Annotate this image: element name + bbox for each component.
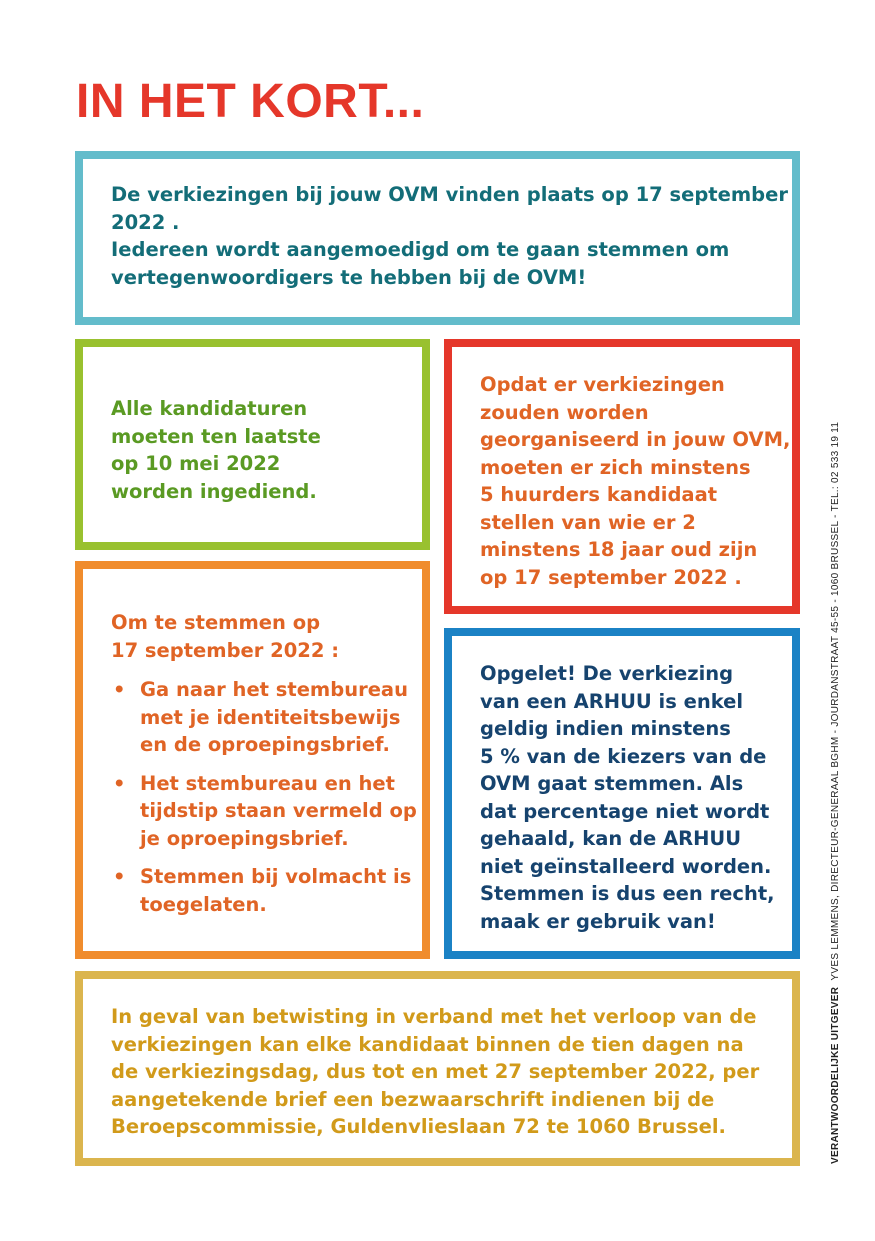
publisher-imprint xyxy=(830,304,841,1164)
election-date-box xyxy=(75,151,800,325)
election-date-text: De verkiezingen bij jouw OVM vinden plaats op 17 september 2022 . Iedereen wordt aangemoedigd om te gaan stemmen om vertegenwoordigers te hebben bij de OVM! xyxy=(111,183,788,289)
appeal-procedure-text: In geval van betwisting in verband met het verloop van de verkiezingen kan elke kandidaat binnen de tien dagen na de verkiezingsdag, dus tot en met 27 september 2022, per aangetekende brief een bezwaarschrift indienen bij de Beroepscommissie, Guldenvlieslaan 72 te 1060 Brussel. xyxy=(111,1005,760,1138)
minimum-candidates-box xyxy=(444,339,800,614)
how-to-vote-heading: Om te stemmen op 17 september 2022 : xyxy=(111,611,340,662)
minimum-candidates-text: Opdat er verkiezingen zouden worden georganiseerd in jouw OVM, moeten er zich minstens 5 huurders kandidaat stellen van wie er 2 minstens 18 jaar oud zijn op 17 september 2022 . xyxy=(480,373,791,589)
bullet-icon: • xyxy=(113,865,126,888)
appeal-procedure-box xyxy=(75,971,800,1166)
candidacy-deadline-box xyxy=(75,339,430,550)
list-item: • Het stembureau en het tijdstip staan vermeld op je oproepingsbrief. xyxy=(113,771,417,850)
bullet-icon: • xyxy=(113,678,126,701)
how-to-vote-list xyxy=(111,676,422,918)
bullet-icon: • xyxy=(113,771,126,795)
publisher-label: VERANTWOORDELIJKE UITGEVER xyxy=(830,986,841,1164)
page-title: IN HET KORT... xyxy=(76,75,425,128)
publisher-details: YVES LEMMENS, DIRECTEUR-GENERAAL BGHM - JOURDANSTRAAT 45-55 - 1060 BRUSSEL - TEL.: 02 533 19 11 xyxy=(830,421,841,981)
list-item: • Ga naar het stembureau met je identiteitsbewijs en de oproepingsbrief. xyxy=(113,678,408,756)
candidacy-deadline-text: Alle kandidaturen moeten ten laatste op 10 mei 2022 worden ingediend. xyxy=(111,397,321,503)
list-item: • Stemmen bij volmacht is toegelaten. xyxy=(113,865,412,916)
how-to-vote-box xyxy=(75,561,430,959)
validity-warning-text: Opgelet! De verkiezing van een ARHUU is enkel geldig indien minstens 5 % van de kiezers van de OVM gaat stemmen. Als dat percentage niet wordt gehaald, kan de ARHUU niet geïnstalleerd worden. Stemmen is dus een recht, maak er gebruik van! xyxy=(480,662,775,933)
validity-warning-box xyxy=(444,628,800,959)
